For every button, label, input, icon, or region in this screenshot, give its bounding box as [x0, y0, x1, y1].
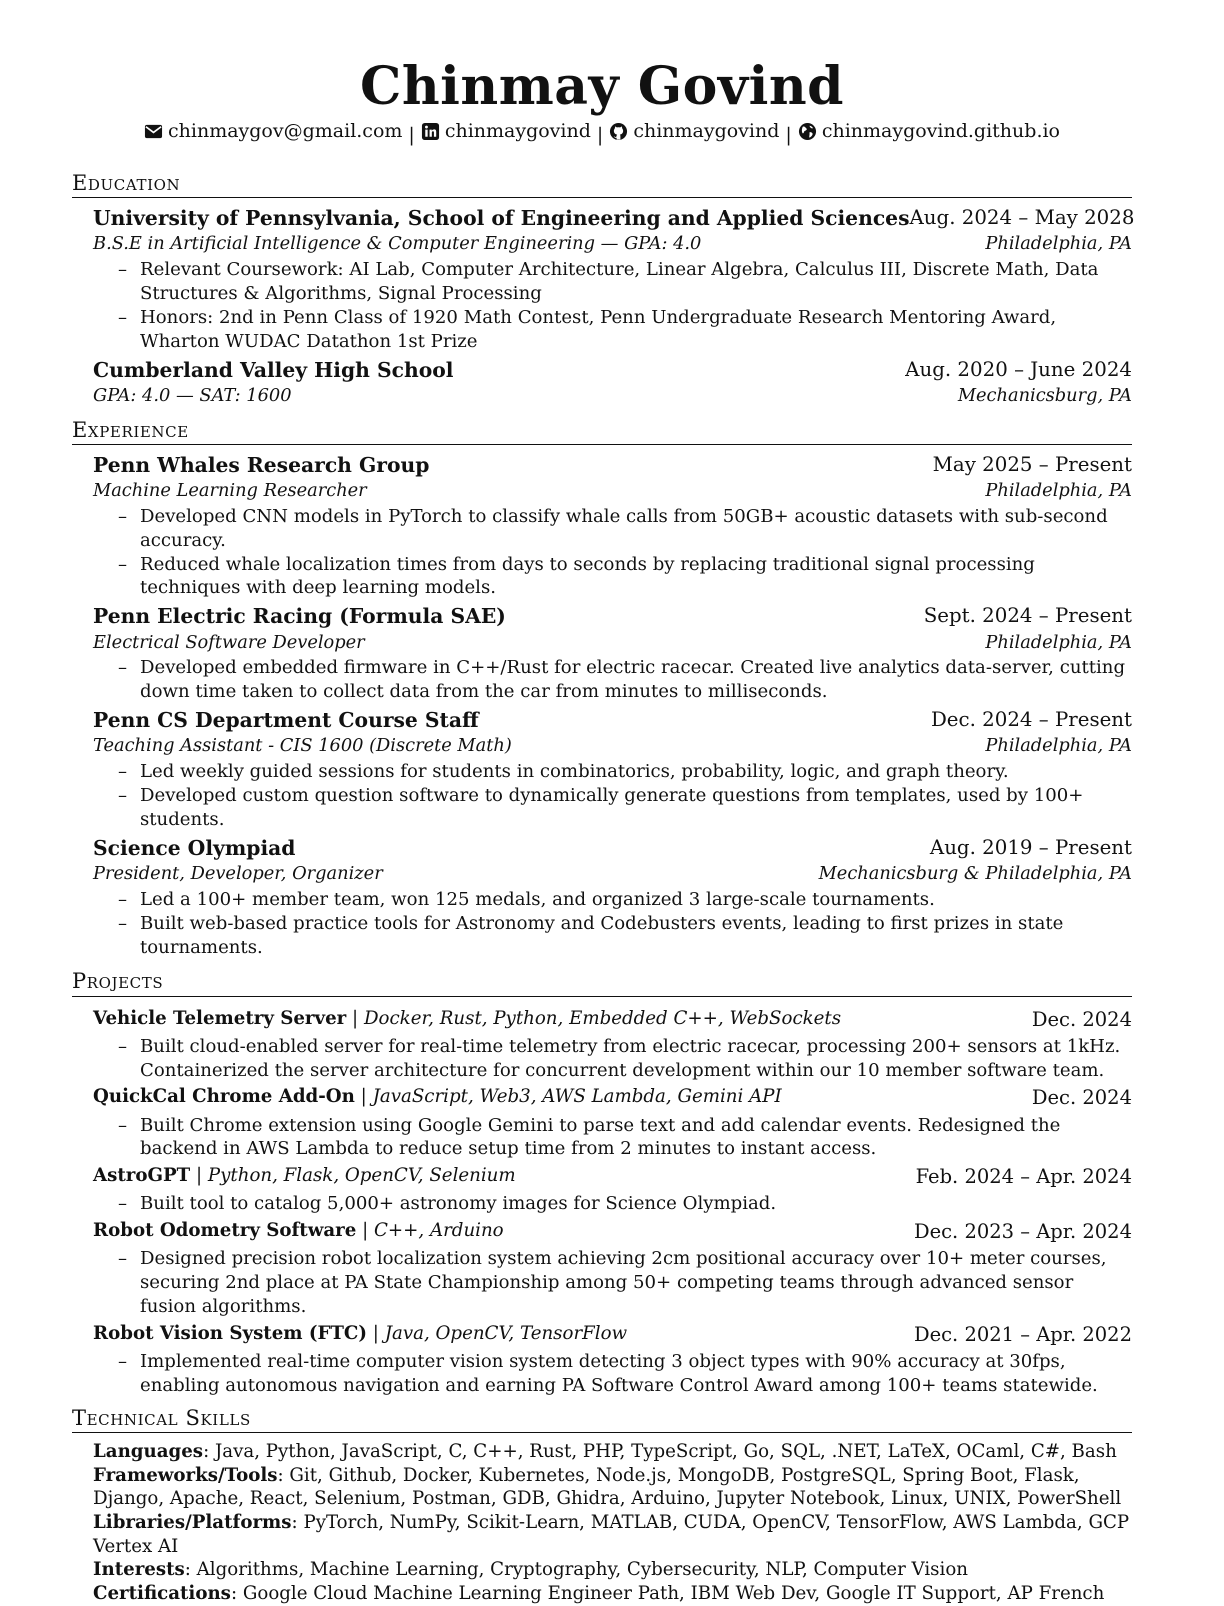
- bullet-item: – Honors: 2nd in Penn Class of 1920 Math Contest, Penn Undergraduate Research Mentoring Award, Wharton WUDAC Datathon 1st Prize: [118, 306, 1132, 354]
- skill-label: Frameworks/Tools: [93, 1464, 278, 1486]
- project-entry: Robot Vision System (FTC) | Java, OpenCV, TensorFlow Dec. 2021 – Apr. 2022 – Implemented real-time computer vision system detecting 3 object types with 90% accuracy at 30fps, enabling autonomous navigation and earning PA Software Control Award among 100+ teams statewide.: [93, 1322, 1132, 1398]
- institution-name: Cumberland Valley High School: [93, 357, 454, 382]
- envelope-icon: [144, 122, 163, 141]
- bullet-item: – Developed custom question software to dynamically generate questions from templates, used by 100+ students.: [118, 784, 1132, 832]
- role-title: President, Developer, Organizer: [93, 862, 383, 884]
- github-link[interactable]: [609, 119, 779, 144]
- project-name: Robot Odometry Software: [93, 1220, 357, 1242]
- skill-row-frameworks: Frameworks/Tools: Git, Github, Docker, Kubernetes, Node.js, MongoDB, PostgreSQL, Spring Boot, Flask, Django, Apache, React, Selenium, Postman, GDB, Ghidra, Arduino, Jupyter Notebook, Linux, UNIX, PowerShell: [93, 1464, 1122, 1510]
- role-title: Teaching Assistant - CIS 1600 (Discrete Math): [93, 735, 512, 757]
- section-heading-skills: Technical Skills: [72, 1406, 1132, 1433]
- skill-row-interests: Interests: Algorithms, Machine Learning, Cryptography, Cybersecurity, NLP, Computer Vision: [93, 1559, 968, 1581]
- location-text: Philadelphia, PA: [985, 631, 1132, 653]
- contact-bar: [72, 119, 1132, 149]
- project-entry: Robot Odometry Software | C++, Arduino Dec. 2023 – Apr. 2024 – Designed precision robot localization system achieving 2cm positional accuracy over 10+ meter courses, securing 2nd place at PA State Championship among 50+ competing teams through advanced sensor fusion algorithms.: [93, 1219, 1132, 1319]
- project-name: AstroGPT: [93, 1165, 191, 1187]
- organization-name: Penn CS Department Course Staff: [93, 708, 479, 733]
- project-tech: Docker, Rust, Python, Embedded C++, WebSockets: [363, 1007, 842, 1029]
- experience-section: [72, 418, 1132, 960]
- skill-value: Git, Github, Docker, Kubernetes, Node.js, MongoDB, PostgreSQL, Spring Boot, Flask, Django, Apache, React, Selenium, Postman, GDB, Ghidra, Arduino, Jupyter Notebook, Linux, UNIX, PowerShell: [93, 1464, 1122, 1510]
- organization-name: Science Olympiad: [93, 835, 296, 860]
- experience-entry: [93, 452, 1132, 601]
- bullet-item: – Developed embedded firmware in C++/Rust for electric racecar. Created live analytics data-server, cutting down time taken to collect data from the car from minutes to milliseconds.: [118, 656, 1132, 704]
- project-tech: C++, Arduino: [374, 1220, 504, 1242]
- globe-icon: [798, 122, 817, 141]
- contact-separator: |: [596, 124, 604, 147]
- date-range: Dec. 2021 – Apr. 2022: [913, 1323, 1132, 1347]
- projects-section: [72, 969, 1132, 1398]
- skill-value: Java, Python, JavaScript, C, C++, Rust, PHP, TypeScript, Go, SQL, .NET, LaTeX, OCaml, C#, Bash: [214, 1441, 1117, 1463]
- resume-name: Chinmay Govind: [359, 56, 844, 117]
- project-entry: Vehicle Telemetry Server | Docker, Rust, Python, Embedded C++, WebSockets Dec. 2024 – Built cloud-enabled server for real-time telemetry from electric racecar, processing 200+ sensors at 1kHz. Containerized the server architecture for concurrent development within our 10 member software team.: [93, 1007, 1132, 1083]
- experience-entry: [93, 603, 1132, 704]
- section-heading-education: Education: [72, 171, 1132, 198]
- section-heading-experience: Experience: [72, 418, 1132, 445]
- date-range: Dec. 2023 – Apr. 2024: [913, 1220, 1132, 1244]
- email-link[interactable]: [144, 119, 402, 144]
- project-entry: AstroGPT | Python, Flask, OpenCV, Selenium Feb. 2024 – Apr. 2024 – Built tool to catalog 5,000+ astronomy images for Science Olympiad.: [93, 1164, 1132, 1216]
- date-range: Feb. 2024 – Apr. 2024: [915, 1165, 1132, 1189]
- location-text: Philadelphia, PA: [985, 479, 1132, 501]
- skills-section: [72, 1406, 1132, 1606]
- degree-text: B.S.E in Artificial Intelligence & Computer Engineering — GPA: 4.0: [93, 233, 702, 255]
- project-name: Robot Vision System (FTC): [93, 1323, 367, 1345]
- github-text: chinmaygovind: [633, 120, 780, 143]
- skill-row-libraries: Libraries/Platforms: PyTorch, NumPy, Scikit-Learn, MATLAB, CUDA, OpenCV, TensorFlow, AWS Lambda, GCP Vertex AI: [93, 1512, 1130, 1557]
- skill-value: Google Cloud Machine Learning Engineer Path, IBM Web Dev, Google IT Support, AP French: [242, 1583, 1105, 1605]
- skill-value: Algorithms, Machine Learning, Cryptography, Cybersecurity, NLP, Computer Vision: [196, 1559, 968, 1581]
- experience-entry: [93, 707, 1132, 832]
- date-range: Sept. 2024 – Present: [923, 604, 1132, 628]
- contact-separator: |: [408, 124, 415, 147]
- bullet-item: – Implemented real-time computer vision system detecting 3 object types with 90% accuracy at 30fps, enabling autonomous navigation and earning PA Software Control Award among 100+ teams statewide.: [118, 1350, 1132, 1398]
- resume-page: [72, 56, 1135, 1606]
- bullet-item: – Built web-based practice tools for Astronomy and Codebusters events, leading to first prizes in state tournaments.: [118, 912, 1132, 960]
- role-title: Electrical Software Developer: [93, 631, 365, 653]
- education-section: [72, 170, 1135, 408]
- education-entry-penn: [93, 205, 1135, 354]
- location-text: Mechanicsburg & Philadelphia, PA: [818, 862, 1132, 884]
- bullet-item: – Relevant Coursework: AI Lab, Computer Architecture, Linear Algebra, Calculus III, Discrete Math, Data Structures & Algorithms, Signal Processing: [118, 258, 1132, 306]
- project-tech: JavaScript, Web3, AWS Lambda, Gemini API: [372, 1086, 782, 1108]
- project-entry: QuickCal Chrome Add-On | JavaScript, Web3, AWS Lambda, Gemini API Dec. 2024 – Built Chrome extension using Google Gemini to parse text and add calendar events. Redesigned the backend in AWS Lambda to reduce setup time from 2 minutes to instant access.: [93, 1085, 1132, 1161]
- bullet-item: – Reduced whale localization times from days to seconds by replacing traditional signal processing techniques with deep learning models.: [118, 553, 1132, 601]
- github-icon: [609, 122, 628, 141]
- skill-value: PyTorch, NumPy, Scikit-Learn, MATLAB, CUDA, OpenCV, TensorFlow, AWS Lambda, GCP Vertex AI: [93, 1512, 1130, 1557]
- section-heading-projects: Projects: [72, 969, 1132, 996]
- location-text: Philadelphia, PA: [985, 233, 1132, 255]
- website-link[interactable]: [798, 119, 1060, 144]
- education-entry-highschool: [93, 357, 1132, 408]
- skill-label: Libraries/Platforms: [93, 1512, 292, 1534]
- skill-label: Certifications: [93, 1583, 231, 1605]
- institution-name: University of Pennsylvania, School of Engineering and Applied Sciences: [93, 206, 910, 231]
- contact-separator: |: [785, 124, 792, 147]
- date-range: Dec. 2024: [1031, 1007, 1132, 1031]
- project-tech: Java, OpenCV, TensorFlow: [384, 1323, 628, 1345]
- linkedin-text: chinmaygovind: [444, 120, 591, 143]
- skill-label: Interests: [93, 1559, 185, 1581]
- skill-row-certifications: Certifications: Google Cloud Machine Learning Engineer Path, IBM Web Dev, Google IT Support, AP French: [93, 1583, 1105, 1605]
- location-text: Mechanicsburg, PA: [957, 384, 1132, 406]
- date-range: Dec. 2024: [1031, 1086, 1132, 1110]
- degree-text: GPA: 4.0 — SAT: 1600: [93, 384, 292, 406]
- website-text: chinmaygovind.github.io: [821, 120, 1060, 143]
- role-title: Machine Learning Researcher: [93, 479, 367, 501]
- experience-entry: [93, 835, 1132, 960]
- bullet-item: – Led a 100+ member team, won 125 medals, and organized 3 large-scale tournaments.: [118, 888, 1132, 912]
- project-tech: Python, Flask, OpenCV, Selenium: [207, 1165, 516, 1187]
- bullet-item: – Built tool to catalog 5,000+ astronomy images for Science Olympiad.: [118, 1192, 1132, 1216]
- bullet-item: – Developed CNN models in PyTorch to classify whale calls from 50GB+ acoustic datasets with sub-second accuracy.: [118, 505, 1132, 553]
- date-range: Aug. 2019 – Present: [929, 835, 1132, 859]
- bullet-item: – Built Chrome extension using Google Gemini to parse text and add calendar events. Redesigned the backend in AWS Lambda to reduce setup time from 2 minutes to instant access.: [118, 1114, 1132, 1162]
- bullet-item: – Designed precision robot localization system achieving 2cm positional accuracy over 10+ meter courses, securing 2nd place at PA State Championship among 50+ competing teams through advanced sensor fusion algorithms.: [118, 1247, 1132, 1319]
- linkedin-icon: [421, 122, 440, 141]
- bullet-item: – Built cloud-enabled server for real-time telemetry from electric racecar, processing 200+ sensors at 1kHz. Containerized the server architecture for concurrent development within our 10 member software team.: [118, 1035, 1132, 1083]
- organization-name: Penn Whales Research Group: [93, 452, 430, 477]
- date-range: May 2025 – Present: [932, 452, 1132, 476]
- bullet-item: – Led weekly guided sessions for students in combinatorics, probability, logic, and graph theory.: [118, 760, 1132, 784]
- date-range: Aug. 2020 – June 2024: [905, 357, 1132, 381]
- email-text: chinmaygov@gmail.com: [168, 120, 403, 143]
- date-range: Dec. 2024 – Present: [930, 708, 1132, 732]
- location-text: Philadelphia, PA: [985, 735, 1132, 757]
- date-range: Aug. 2024 – May 2028: [909, 206, 1135, 230]
- skill-label: Languages: [93, 1441, 204, 1463]
- organization-name: Penn Electric Racing (Formula SAE): [93, 604, 506, 629]
- project-name: QuickCal Chrome Add-On: [93, 1086, 355, 1108]
- linkedin-link[interactable]: [421, 119, 591, 144]
- project-name: Vehicle Telemetry Server: [93, 1007, 347, 1029]
- skill-row-languages: Languages: Java, Python, JavaScript, C, C++, Rust, PHP, TypeScript, Go, SQL, .NET, LaTeX, OCaml, C#, Bash: [93, 1441, 1117, 1463]
